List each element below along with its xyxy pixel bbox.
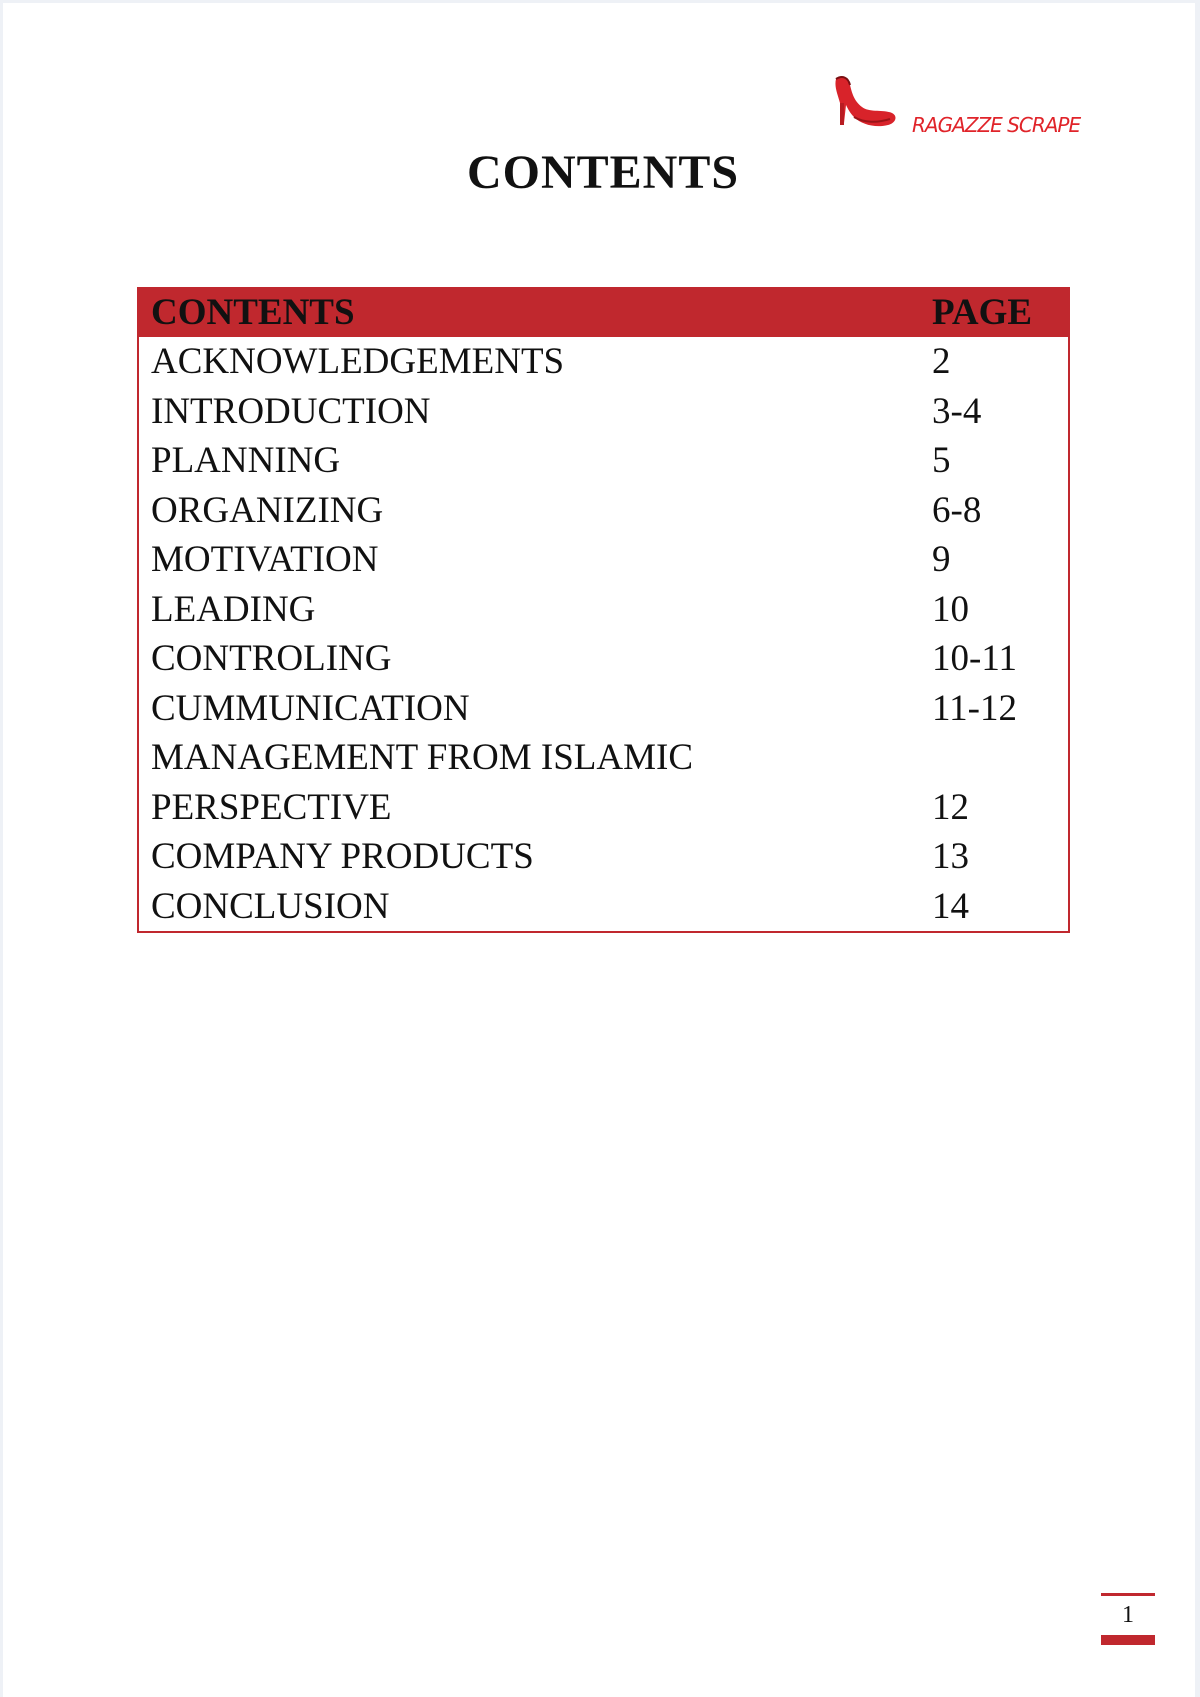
brand-logo-text: RAGAZZE SCRAPE [912, 113, 1081, 137]
toc-header-page: PAGE [932, 292, 1033, 333]
document-page [3, 3, 1195, 1697]
high-heel-shoe-icon [830, 73, 900, 133]
toc-entry-page: 9 [932, 539, 951, 580]
toc-entry-title: PLANNING [151, 440, 341, 481]
brand-logo [830, 73, 1081, 143]
toc-entry-page: 12 [932, 786, 969, 828]
table-row [138, 634, 1069, 684]
page-number: 1 [1101, 1593, 1155, 1645]
table-row [138, 733, 1069, 783]
toc-entry-title: ORGANIZING [151, 489, 384, 531]
page-title: CONTENTS [466, 146, 740, 199]
toc-entry-page: 10 [932, 588, 969, 630]
table-row [138, 783, 1069, 833]
toc-entry-page: 2 [932, 341, 951, 382]
toc-entry-title: COMPANY PRODUCTS [151, 836, 534, 877]
toc-entry-page: 6-8 [932, 489, 982, 531]
toc-entry-page: 5 [932, 440, 951, 481]
toc-entry-title: CONTROLING [151, 638, 392, 679]
toc-entry-title: CONCLUSION [151, 885, 390, 927]
toc-entry-page: 13 [932, 836, 969, 877]
table-row [138, 387, 1069, 437]
table-of-contents [137, 287, 1070, 933]
toc-entry-title: INTRODUCTION [151, 390, 431, 432]
toc-entry-page: 14 [932, 885, 969, 927]
table-row [138, 436, 1069, 486]
table-row [138, 337, 1069, 387]
toc-entry-page: 3-4 [932, 390, 982, 432]
table-row [138, 535, 1069, 585]
toc-header-row [138, 288, 1069, 337]
toc-entry-page: 10-11 [932, 638, 1017, 679]
toc-entry-title: CUMMUNICATION [151, 687, 470, 729]
toc-entry-title: LEADING [151, 588, 316, 630]
table-row [138, 684, 1069, 734]
table-row [138, 832, 1069, 882]
toc-entry-title: ACKNOWLEDGEMENTS [151, 341, 565, 382]
toc-entry-title: MOTIVATION [151, 539, 379, 580]
table-row [138, 882, 1069, 933]
table-row [138, 486, 1069, 536]
toc-entry-page: 11-12 [932, 687, 1017, 729]
toc-entry-page [920, 733, 1069, 783]
toc-header-title: CONTENTS [151, 292, 355, 333]
toc-entry-title: MANAGEMENT FROM ISLAMIC [151, 737, 694, 778]
toc-entry-title: PERSPECTIVE [151, 786, 392, 828]
table-row [138, 585, 1069, 635]
